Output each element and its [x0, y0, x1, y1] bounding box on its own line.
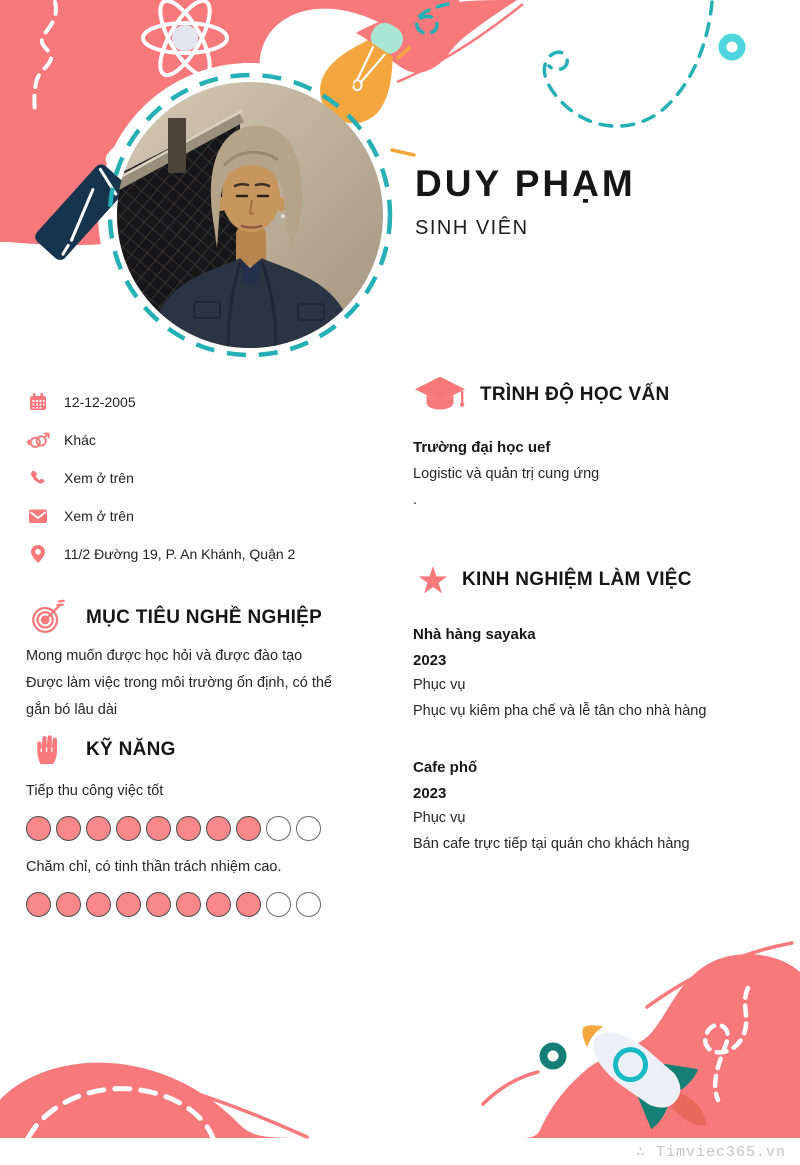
- skill-dot: [86, 816, 111, 841]
- skill-dot: [56, 892, 81, 917]
- skill-dot: [296, 816, 321, 841]
- skill-label: Tiếp thu công việc tốt: [26, 783, 164, 799]
- gender-value: Khác: [64, 432, 96, 448]
- cyan-donut-icon: [723, 38, 742, 57]
- skill-dot: [146, 892, 171, 917]
- skill-dot: [236, 892, 261, 917]
- candidate-title: SINH VIÊN: [415, 217, 529, 239]
- contact-item-address: [26, 535, 394, 573]
- skill-dot: [86, 892, 111, 917]
- location-pin-icon: [26, 543, 50, 565]
- left-column: [26, 383, 394, 917]
- target-icon: [26, 598, 70, 638]
- education-note: .: [413, 492, 418, 508]
- skill-dot: [26, 892, 51, 917]
- experience-role: Phục vụ: [413, 677, 466, 693]
- skill-dot: [266, 892, 291, 917]
- graduation-cap-icon: [413, 374, 467, 416]
- right-column: [413, 375, 785, 857]
- skill-level-dots: [26, 816, 394, 841]
- skill-dot: [116, 816, 141, 841]
- email-value: Xem ở trên: [64, 508, 134, 524]
- skill-dot: [116, 892, 141, 917]
- teal-donut-icon: [544, 1047, 563, 1066]
- experience-section-heading: [413, 560, 785, 600]
- coral-thin-arc-left: [483, 1072, 538, 1104]
- experience-entry: [413, 755, 785, 857]
- education-school: Trường đại học uef: [413, 439, 551, 456]
- skill-dot: [56, 816, 81, 841]
- skill-dot: [206, 892, 231, 917]
- skill-dot: [296, 892, 321, 917]
- contact-item-birthday: [26, 383, 394, 421]
- education-section-heading: [413, 375, 785, 415]
- experience-entry: [413, 622, 785, 724]
- objective-heading-label: MỤC TIÊU NGHỀ NGHIỆP: [86, 607, 323, 628]
- education-major: Logistic và quản trị cung ứng: [413, 466, 600, 482]
- experience-company: Cafe phố: [413, 759, 478, 776]
- address-value: 11/2 Đường 19, P. An Khánh, Quận 2: [64, 546, 296, 562]
- bottom-decoration: [0, 930, 800, 1165]
- skill-dot: [176, 816, 201, 841]
- contact-item-phone: [26, 459, 394, 497]
- candidate-name: DUY PHẠM: [415, 163, 636, 204]
- phone-value: Xem ở trên: [64, 470, 134, 486]
- objective-line: Mong muốn được học hỏi và được đào tạo: [26, 648, 303, 664]
- experience-period: 2023: [413, 651, 447, 669]
- calendar-icon: [26, 391, 50, 413]
- education-entry: [413, 435, 785, 513]
- watermark: ∴ Timviec365.vn: [635, 1144, 786, 1161]
- experience-description: Phục vụ kiêm pha chế và lễ tân cho nhà hàng: [413, 702, 707, 719]
- objective-line: Được làm việc trong môi trường ổn định, có thể: [26, 675, 333, 691]
- skill-dot: [146, 816, 171, 841]
- skill-dot: [26, 816, 51, 841]
- objective-text: [26, 643, 394, 724]
- experience-heading-label: KINH NGHIỆM LÀM VIỆC: [462, 569, 692, 590]
- skill-dot: [176, 892, 201, 917]
- objective-line: gắn bó lâu dài: [26, 702, 118, 718]
- experience-role: Phục vụ: [413, 810, 466, 826]
- gender-icon: [26, 430, 50, 450]
- skills-heading-label: KỸ NĂNG: [86, 739, 176, 760]
- contact-item-gender: [26, 421, 394, 459]
- email-icon: [26, 505, 50, 527]
- birthday-value: 12-12-2005: [64, 394, 136, 410]
- experience-company: Nhà hàng sayaka: [413, 626, 536, 643]
- skill-dot: [236, 816, 261, 841]
- skill-dot: [266, 816, 291, 841]
- skill-dot: [206, 816, 231, 841]
- profile-photo: [117, 82, 384, 349]
- objective-section-heading: [26, 597, 394, 639]
- contact-item-email: [26, 497, 394, 535]
- education-heading-label: TRÌNH ĐỘ HỌC VẤN: [480, 384, 670, 405]
- teal-dashed-arc: [544, 2, 712, 126]
- skill-label: Chăm chỉ, có tinh thần trách nhiệm cao.: [26, 859, 282, 875]
- phone-icon: [26, 467, 50, 489]
- coral-blob-bottom-left: [0, 1063, 300, 1138]
- experience-description: Bán cafe trực tiếp tại quán cho khách hàng: [413, 835, 690, 852]
- skill-level-dots: [26, 892, 394, 917]
- experience-period: 2023: [413, 784, 447, 802]
- star-icon: [417, 564, 449, 596]
- skills-section-heading: [26, 730, 394, 770]
- hand-icon: [26, 733, 70, 767]
